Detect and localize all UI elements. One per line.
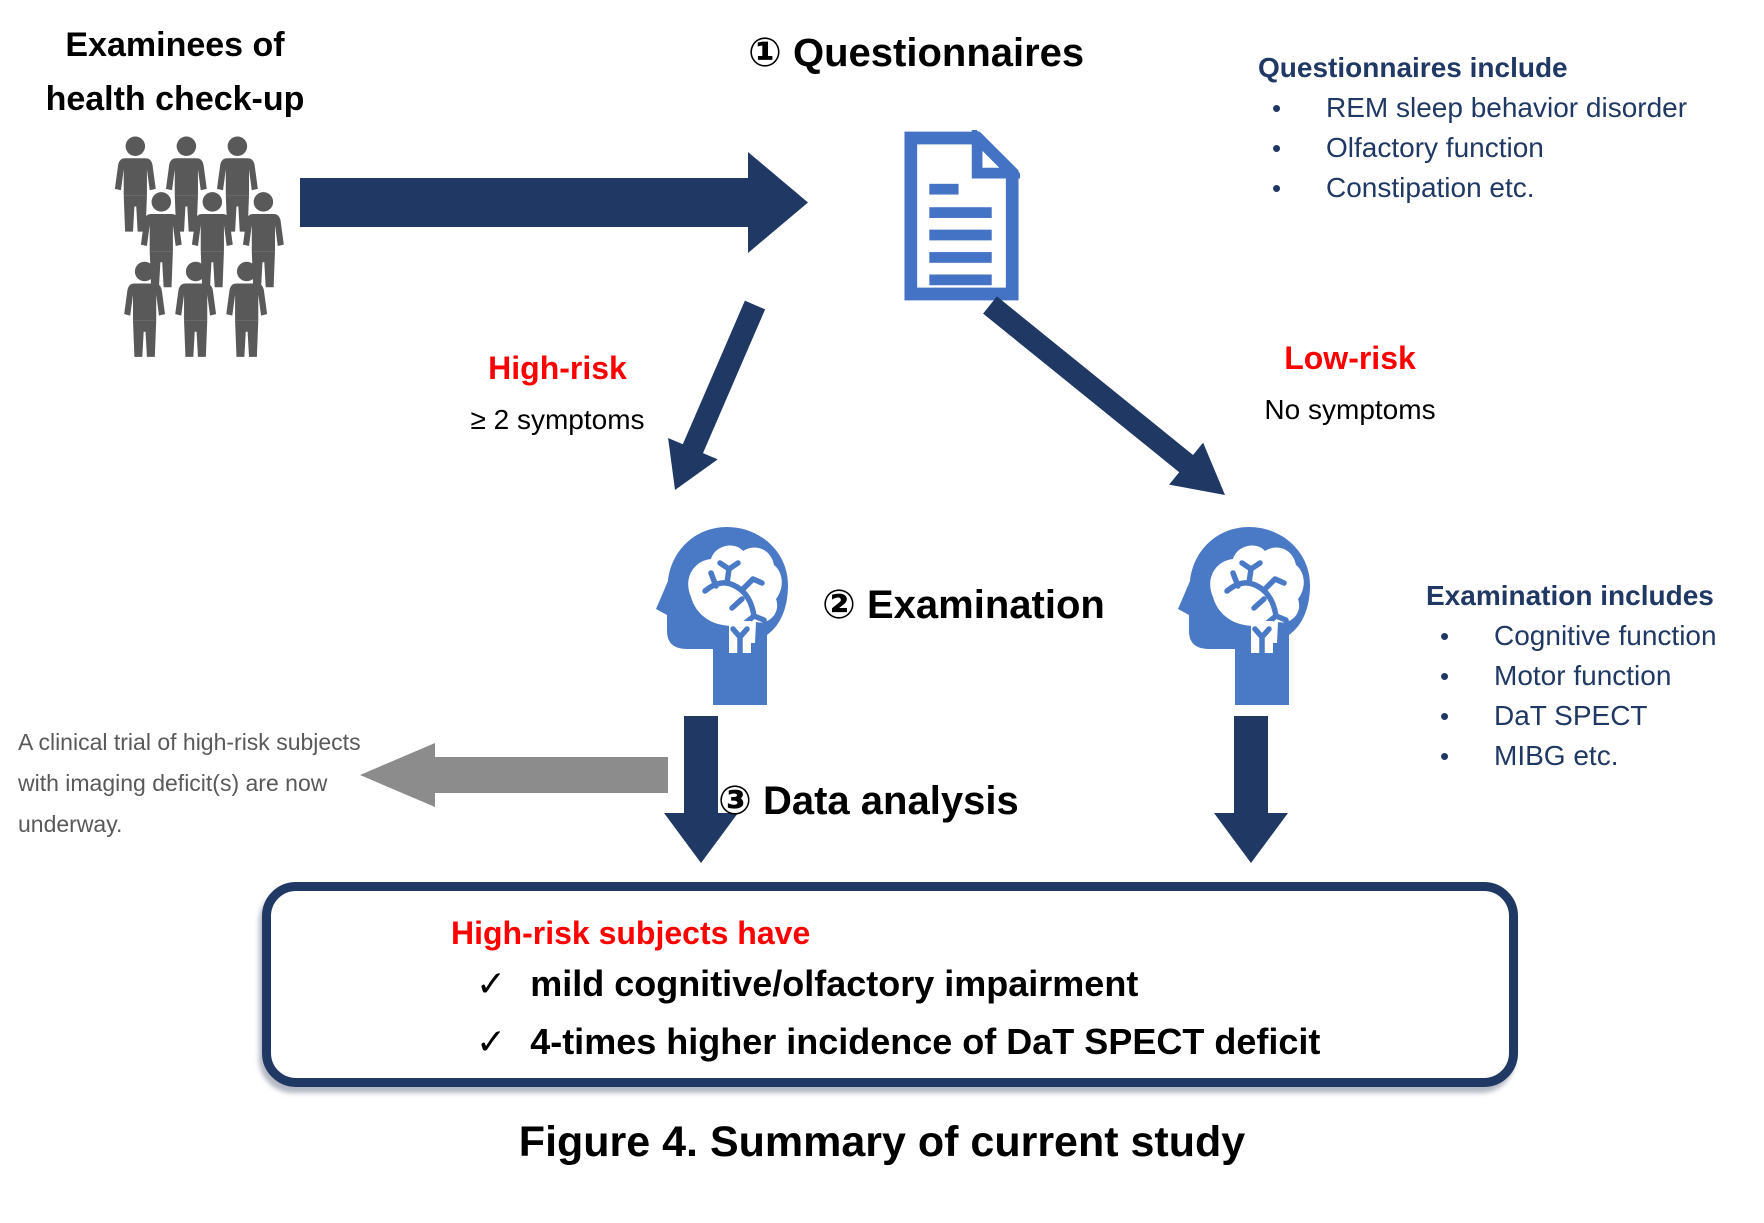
list-item xyxy=(1258,132,1687,172)
low-risk-criteria: No symptoms xyxy=(1264,394,1436,425)
bullet-icon: • xyxy=(1440,701,1450,731)
results-box xyxy=(262,882,1518,1087)
arrow-left-gray-icon xyxy=(360,740,668,810)
step3-data-analysis-heading: ③ Data analysis xyxy=(718,779,1019,823)
checkmark-icon: ✓ xyxy=(476,963,507,1004)
bullet-icon: • xyxy=(1440,661,1450,691)
examination-includes-panel xyxy=(1426,580,1717,780)
step1-questionnaires-heading: ① Questionnaires xyxy=(748,31,1085,75)
examination-includes-header: Examination includes xyxy=(1426,580,1714,611)
bullet-icon: • xyxy=(1440,741,1450,771)
list-item xyxy=(1426,660,1717,700)
questionnaire-document-icon xyxy=(903,130,1020,302)
list-item xyxy=(1258,172,1687,212)
questionnaires-include-header: Questionnaires include xyxy=(1258,52,1568,83)
list-item-label: Cognitive function xyxy=(1494,620,1717,651)
crowd-icon xyxy=(100,136,295,368)
arrow-right-icon xyxy=(300,150,808,255)
clinical-trial-note-line: underway. xyxy=(18,811,123,837)
list-item xyxy=(1426,700,1717,740)
list-item-label: DaT SPECT xyxy=(1494,700,1648,731)
list-item-label: Motor function xyxy=(1494,660,1672,691)
list-item xyxy=(1426,740,1717,780)
low-risk-label: Low-risk xyxy=(1284,340,1416,376)
check-item xyxy=(476,955,1320,1013)
examinees-title-line1: Examinees of xyxy=(65,26,285,64)
head-with-brain-icon xyxy=(655,523,795,705)
high-risk-label: High-risk xyxy=(488,350,627,386)
results-check-list xyxy=(476,955,1320,1071)
examinees-title-line2: health check-up xyxy=(45,80,305,118)
list-item-label: REM sleep behavior disorder xyxy=(1326,92,1688,123)
results-box-header: High-risk subjects have xyxy=(451,915,811,951)
list-item-label: Constipation etc. xyxy=(1326,172,1535,203)
check-item xyxy=(476,1013,1320,1071)
high-risk-branch xyxy=(440,348,675,436)
examination-includes-list xyxy=(1426,620,1717,780)
questionnaires-include-panel xyxy=(1258,52,1687,212)
check-item-label: 4-times higher incidence of DaT SPECT deficit xyxy=(530,1021,1321,1062)
bullet-icon: • xyxy=(1440,621,1450,651)
arrow-down-icon xyxy=(1214,716,1288,864)
checkmark-icon: ✓ xyxy=(476,1021,507,1062)
low-risk-branch xyxy=(1235,338,1465,426)
step2-examination-heading: ② Examination xyxy=(822,583,1105,627)
list-item xyxy=(1258,92,1687,132)
bullet-icon: • xyxy=(1272,133,1282,163)
high-risk-criteria: ≥ 2 symptoms xyxy=(470,404,645,435)
list-item-label: Olfactory function xyxy=(1326,132,1544,163)
figure-caption: Figure 4. Summary of current study xyxy=(518,1118,1246,1166)
questionnaires-include-list xyxy=(1258,92,1687,212)
bullet-icon: • xyxy=(1272,173,1282,203)
arrow-down-right-icon xyxy=(960,295,1260,520)
head-with-brain-icon xyxy=(1177,523,1317,705)
check-item-label: mild cognitive/olfactory impairment xyxy=(530,963,1139,1004)
clinical-trial-note-line: A clinical trial of high-risk subjects xyxy=(18,729,361,755)
list-item xyxy=(1426,620,1717,660)
clinical-trial-note-line: with imaging deficit(s) are now xyxy=(18,770,328,796)
list-item-label: MIBG etc. xyxy=(1494,740,1619,771)
bullet-icon: • xyxy=(1272,93,1282,123)
examinees-title xyxy=(10,18,340,126)
